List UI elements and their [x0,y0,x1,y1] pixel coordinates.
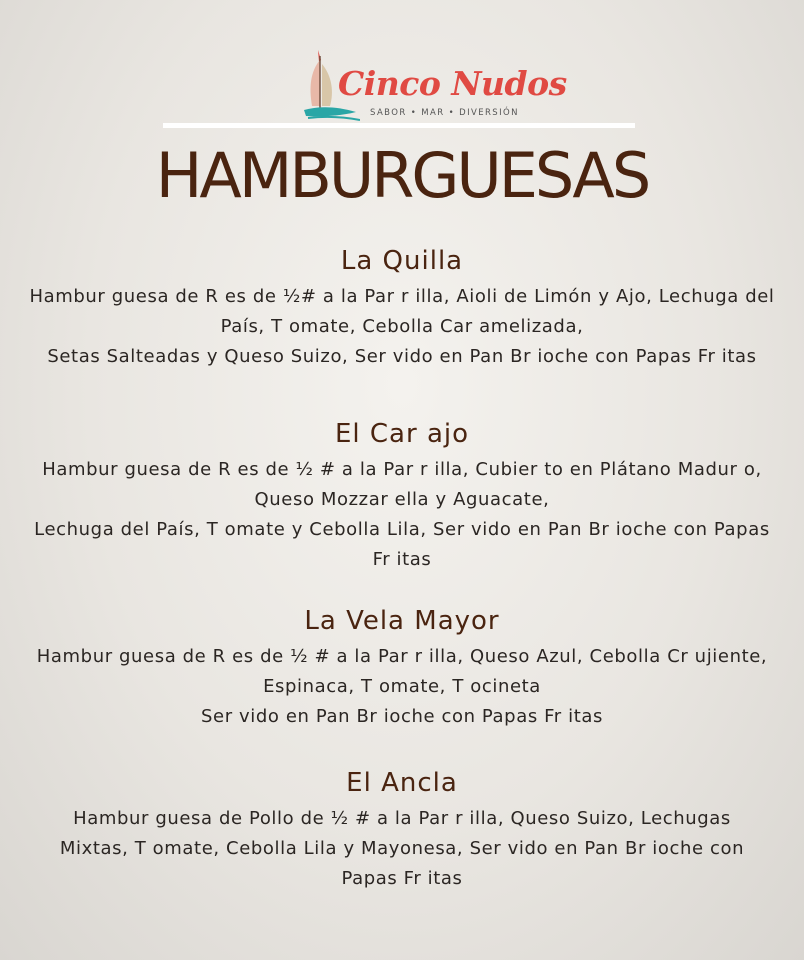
brand-name: Cinco Nudos [338,64,567,103]
menu-item-la-quilla [10,244,794,372]
menu-item-el-carajo [10,417,794,575]
description-line: Ser vido en Pan Br ioche con Papas Fr itas [201,706,603,727]
description-line: Setas Salteadas y Queso Suizo, Ser vido en Pan Br ioche con Papas Fr itas [47,346,757,367]
menu-item-el-ancla [10,766,794,894]
description-line: Hambur guesa de R es de ½ # a la Par r illa, Cubier to en Plátano Madur o, [42,459,762,480]
description-line: Papas Fr itas [341,868,463,889]
menu-item-description [10,455,794,575]
menu-item-description [10,804,794,894]
brand-logo [300,46,567,124]
menu-item-la-vela-mayor [10,604,794,732]
description-line: Mixtas, T omate, Cebolla Lila y Mayonesa, Ser vido en Pan Br ioche con [59,838,745,859]
menu-item-name: El Car ajo [334,419,470,449]
page-title: HAMBURGUESAS [155,139,649,212]
menu-item-name: La Quilla [340,246,464,276]
description-line: Hambur guesa de Pollo de ½ # a la Par r illa, Queso Suizo, Lechugas [73,808,731,829]
description-line: País, T omate, Cebolla Car amelizada, [220,316,584,337]
description-line: Queso Mozzar ella y Aguacate, [254,489,550,510]
description-line: Hambur guesa de R es de ½ # a la Par r illa, Queso Azul, Cebolla Cr ujiente, [36,646,768,667]
description-line: Hambur guesa de R es de ½# a la Par r illa, Aioli de Limón y Ajo, Lechuga del [29,286,775,307]
menu-item-description [10,282,794,372]
description-line: Lechuga del País, T omate y Cebolla Lila, Ser vido en Pan Br ioche con Papas [34,519,770,540]
description-line: Espinaca, T omate, T ocineta [263,676,541,697]
menu-item-description [10,642,794,732]
header-divider [163,123,635,128]
brand-tagline: SABOR • MAR • DIVERSIÓN [370,108,519,118]
description-line: Fr itas [372,549,432,570]
menu-item-name: El Ancla [346,768,458,798]
menu-item-name: La Vela Mayor [304,606,500,636]
